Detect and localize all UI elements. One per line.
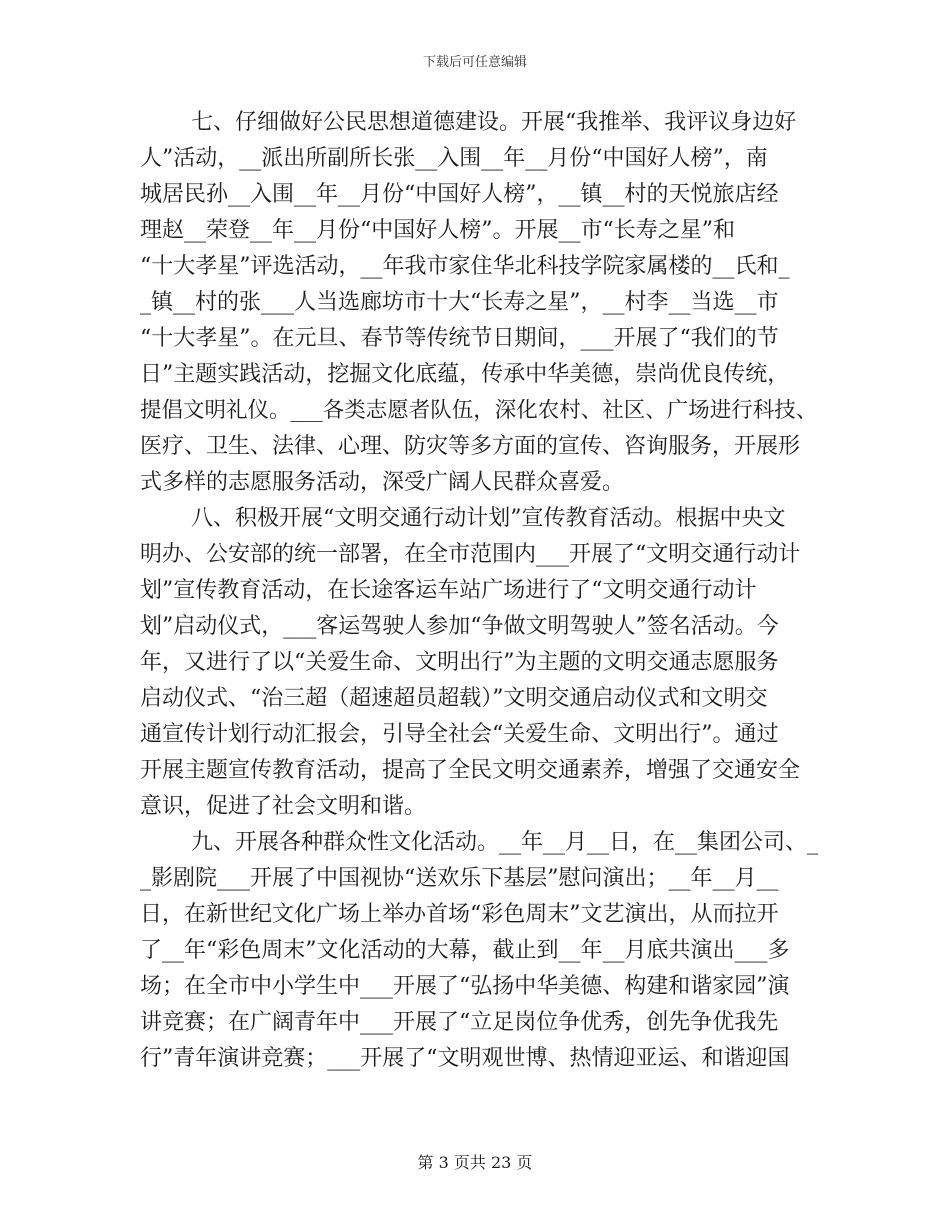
text-line: “十大孝星”。在元旦、春节等传统节日期间，___开展了“我们的节 [140, 326, 779, 351]
text-line: 城居民孙__入围__年__月份“中国好人榜”，__镇__村的天悦旅店经 [140, 182, 779, 207]
text-line: 了__年“彩色周末”文化活动的大幕，截止到__年__月底共演出___多 [140, 938, 790, 963]
text-line: 日”主题实践活动，挖掘文化底蕴，传承中华美德，崇尚优良传统， [140, 362, 790, 387]
text-line: _影剧院___开展了中国视协“送欢乐下基层”慰问演出；__年__月__ [140, 866, 779, 891]
text-line: 场；在全市中小学生中___开展了“弘扬中华美德、构建和谐家园”演 [140, 974, 790, 999]
text-line: 七、仔细做好公民思想道德建设。开展“我推举、我评议身边好 [191, 110, 797, 135]
text-line: “十大孝星”评选活动，__年我市家住华北科技学院家属楼的__氏和_ [140, 254, 790, 279]
text-line: 讲竞赛；在广阔青年中___开展了“立足岗位争优秀，创先争优我先 [140, 1010, 779, 1035]
text-line: 式多样的志愿服务活动，深受广阔人民群众喜爱。 [140, 470, 625, 495]
page-header: 下载后可任意编辑 [422, 55, 527, 70]
text-line: 划”宣传教育活动，在长途客运车站广场进行了“文明交通行动计 [140, 578, 757, 603]
text-line: 理赵__荣登__年__月份“中国好人榜”。开展__市“长寿之星”和 [140, 218, 735, 243]
text-line: _镇__村的张___人当选廊坊市十大“长寿之星”，__村李__当选__市 [140, 290, 779, 315]
text-line: 明办、公安部的统一部署，在全市范围内___开展了“文明交通行动计 [140, 542, 801, 567]
text-line: 通宣传计划行动汇报会，引导全社会“关爱生命、文明出行”。通过 [140, 722, 779, 747]
text-line: 行”青年演讲竞赛；___开展了“文明观世博、热情迎亚运、和谐迎国 [140, 1046, 790, 1071]
page-footer: 第 3 页共 23 页 [417, 1153, 533, 1172]
text-line: 九、开展各种群众性文化活动。__年__月__日，在__集团公司、_ [191, 830, 819, 855]
text-line: 年，又进行了以“关爱生命、文明出行”为主题的文明交通志愿服务 [140, 650, 779, 675]
text-line: 日，在新世纪文化广场上举办首场“彩色周末”文艺演出，从而拉开 [140, 902, 779, 927]
text-line: 开展主题宣传教育活动，提高了全民文明交通素养，增强了交通安全 [140, 758, 801, 783]
text-line: 人”活动，__派出所副所长张__入围__年__月份“中国好人榜”，南 [140, 146, 768, 171]
text-line: 启动仪式、“治三超（超速超员超载）”文明交通启动仪式和文明交 [140, 686, 768, 711]
text-line: 医疗、卫生、法律、心理、防灾等多方面的宣传、咨询服务，开展形 [140, 434, 801, 459]
text-line: 划”启动仪式，___客运驾驶人参加“争做文明驾驶人”签名活动。今 [140, 614, 779, 639]
text-line: 八、积极开展“文明交通行动计划”宣传教育活动。根据中央文 [191, 506, 786, 531]
text-line: 提倡文明礼仪。___各类志愿者队伍，深化农村、社区、广场进行科技、 [140, 398, 818, 423]
text-line: 意识，促进了社会文明和谐。 [140, 794, 427, 819]
